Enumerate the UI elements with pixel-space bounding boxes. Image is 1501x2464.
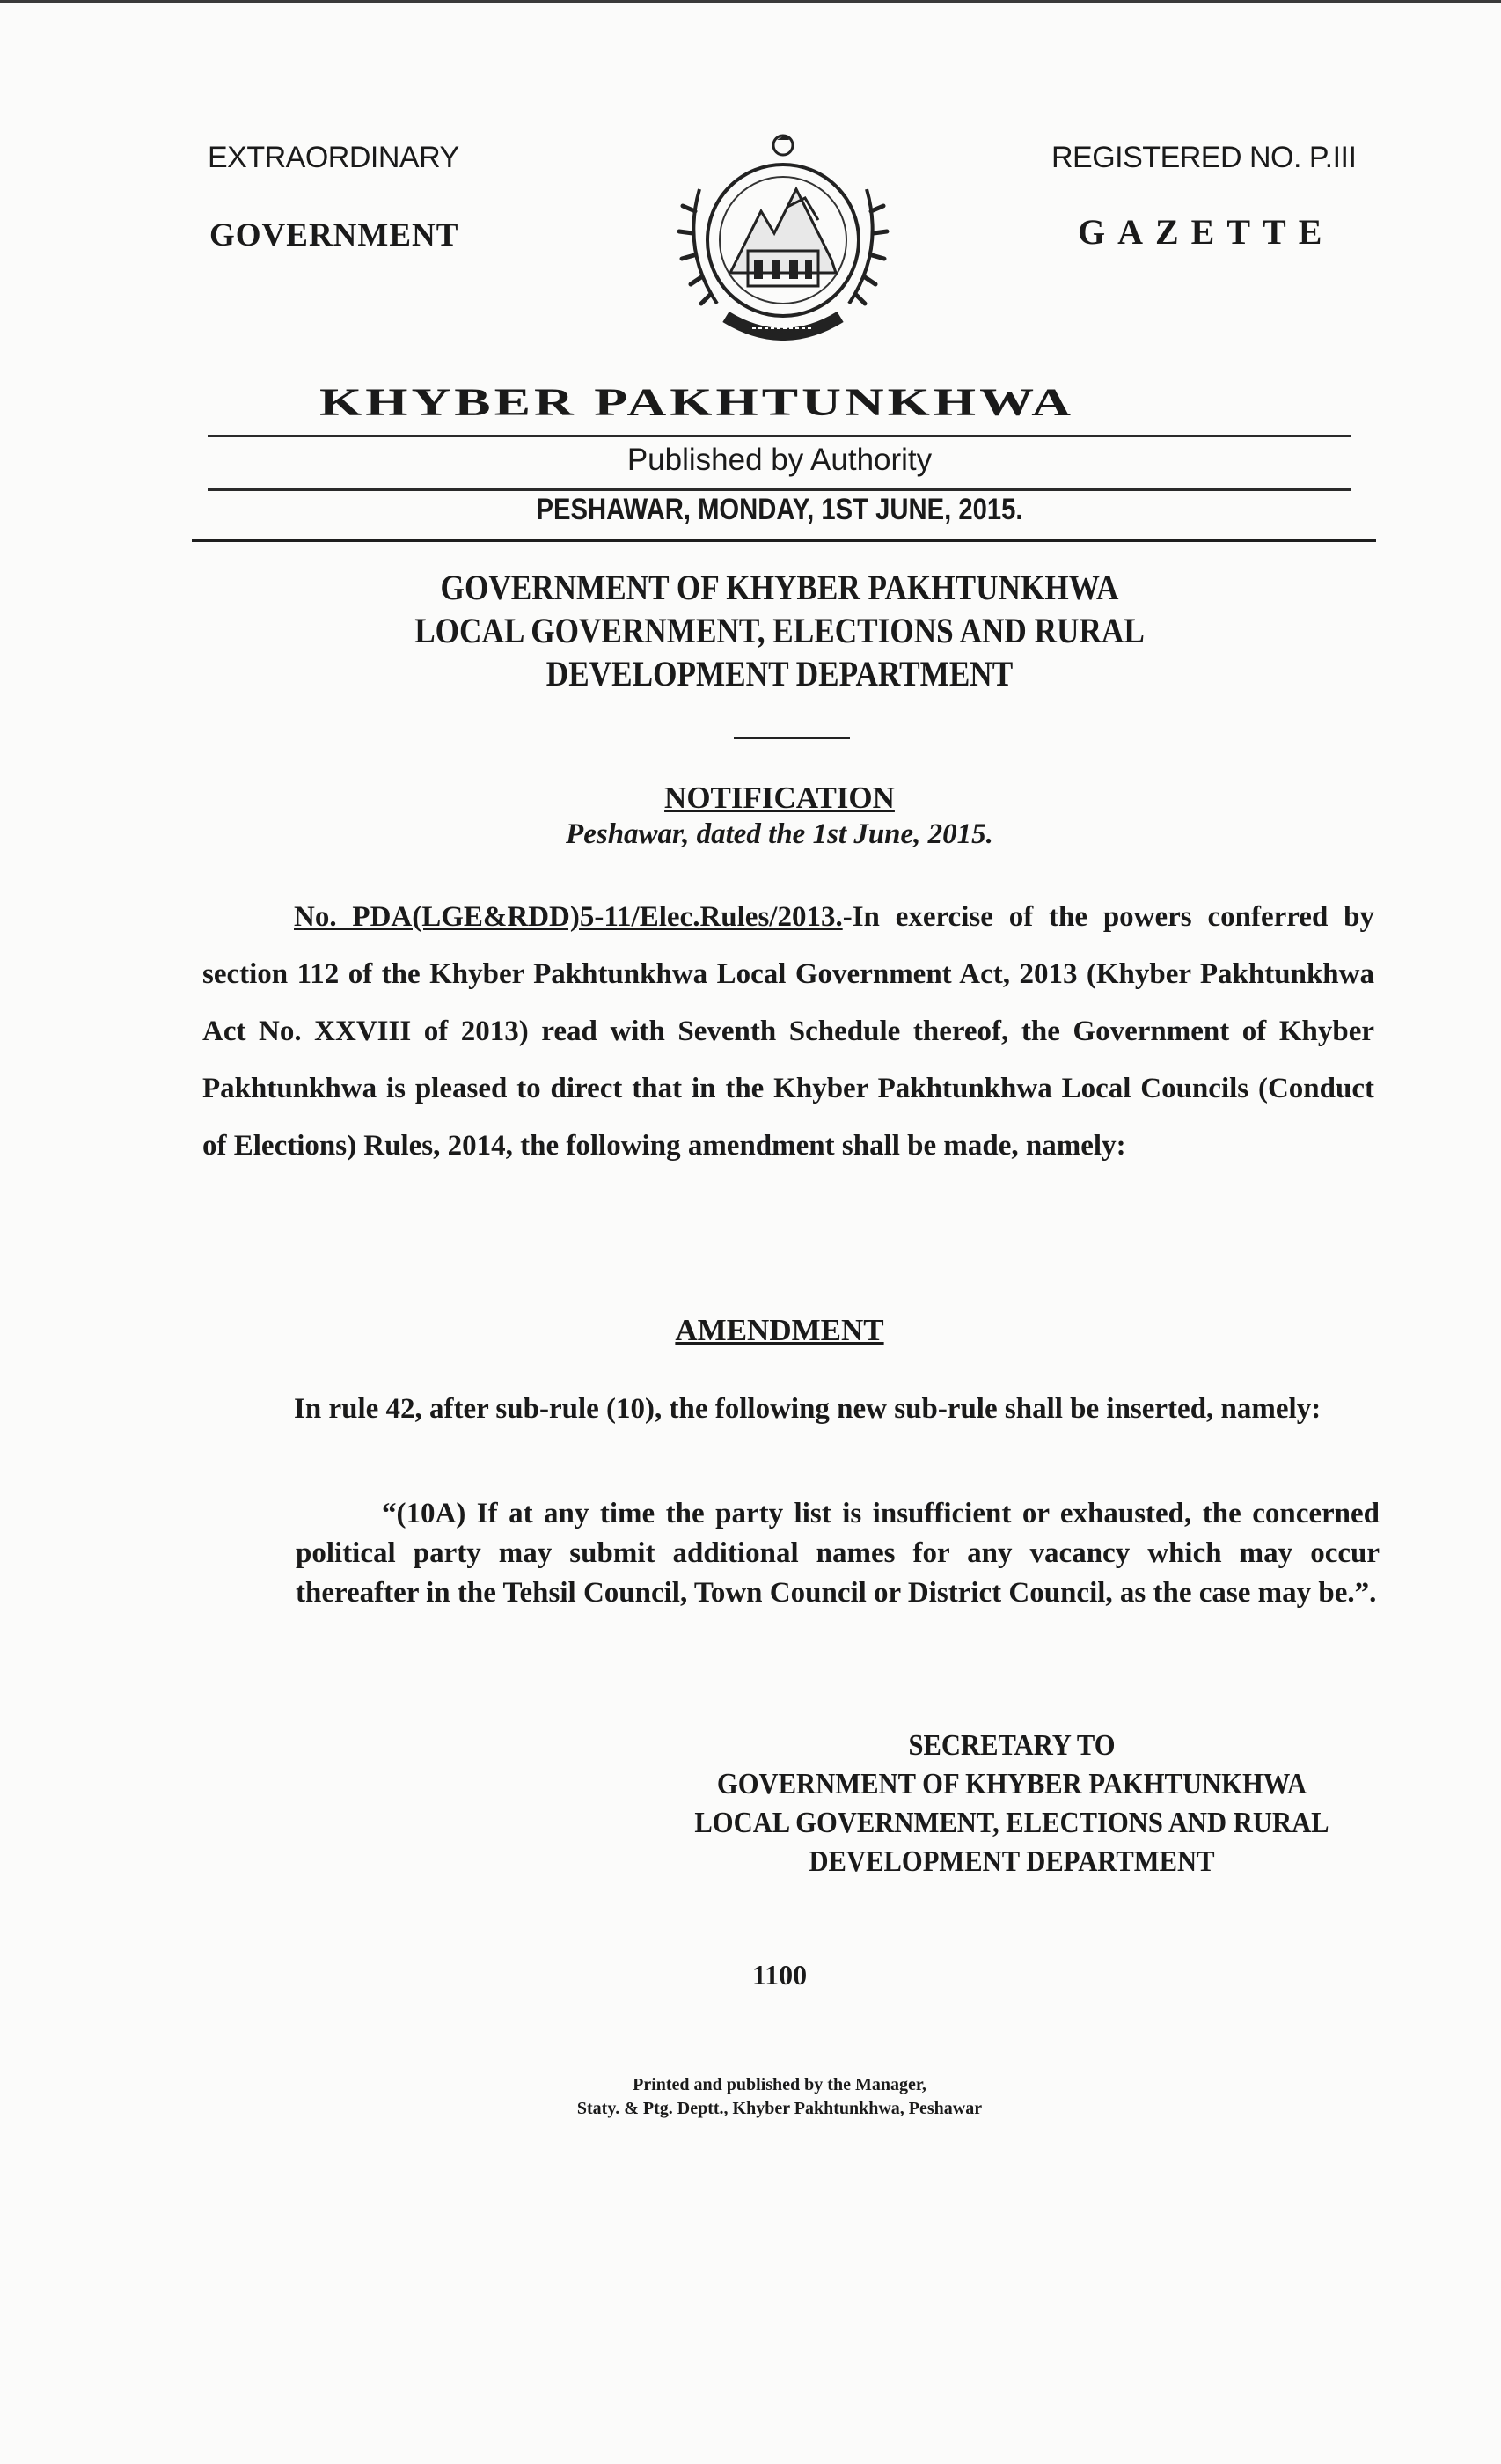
signature-line-2: GOVERNMENT OF KHYBER PAKHTUNKHWA (716, 1768, 1307, 1800)
amendment-intro-text: In rule 42, after sub-rule (10), the following new sub-rule shall be inserted, namely: (294, 1393, 1322, 1425)
notification-body: -In exercise of the powers conferred by section 112 of the Khyber Pakhtunkhwa Local Government Act, 2013 (Khyber Pakhtunkhwa Act No. XXVIII of 2013) read with Seventh Schedule thereof, the Government of Khyber Pakhtunkhwa is pleased to direct that in the Khyber Pakhtunkhwa Local Councils (Conduct of Elections) Rules, 2014, the following amendment shall be made, namely: (202, 901, 1374, 1162)
government-emblem-icon (664, 128, 902, 361)
signature-block (655, 1727, 1368, 1881)
page-number: 1100 (751, 1959, 808, 1991)
amendment-intro (202, 1384, 1378, 1434)
amendment-quoted-rule (296, 1494, 1380, 1613)
department-heading (276, 566, 1283, 695)
masthead-rule (208, 435, 1351, 437)
amendment-title: AMENDMENT (675, 1313, 884, 1347)
masthead-title: KHYBER PAKHTUNKHWA (319, 380, 1074, 424)
notification-date: Peshawar, dated the 1st June, 2015. (566, 818, 993, 850)
department-line-2: LOCAL GOVERNMENT, ELECTIONS AND RURAL (414, 611, 1145, 650)
footer-line-2: Staty. & Ptg. Deptt., Khyber Pakhtunkhwa, Peshawar (576, 2099, 983, 2118)
published-by-authority: Published by Authority (626, 443, 933, 477)
signature-line-3: LOCAL GOVERNMENT, ELECTIONS AND RURAL (694, 1807, 1329, 1839)
registered-number: REGISTERED NO. P.III (1051, 141, 1357, 174)
gazette-label: GAZETTE (1078, 212, 1335, 252)
government-label: GOVERNMENT (209, 217, 459, 253)
department-line-1: GOVERNMENT OF KHYBER PAKHTUNKHWA (440, 568, 1119, 607)
notification-paragraph (202, 889, 1374, 1175)
publication-rule (208, 488, 1351, 491)
signature-line-4: DEVELOPMENT DEPARTMENT (809, 1845, 1215, 1878)
department-line-3: DEVELOPMENT DEPARTMENT (545, 654, 1014, 693)
extraordinary-label: EXTRAORDINARY (208, 141, 459, 174)
footer-line-1: Printed and published by the Manager, (633, 2075, 926, 2094)
printer-footer (208, 2073, 1351, 2121)
top-border (0, 0, 1501, 3)
signature-line-1: SECRETARY TO (908, 1729, 1116, 1762)
section-divider (734, 737, 850, 739)
amendment-quoted-text: “(10A) If at any time the party list is insufficient or exhausted, the concerned political party may submit additional names for any vacancy which may occur thereafter in the Tehsil Council, Town Council or District Council, as the case may be.”. (296, 1498, 1380, 1609)
publication-date: PESHAWAR, MONDAY, 1ST JUNE, 2015. (536, 493, 1023, 526)
notification-reference: No. PDA(LGE&RDD)5-11/Elec.Rules/2013. (294, 901, 843, 933)
header-bottom-rule (192, 539, 1376, 542)
notification-title: NOTIFICATION (664, 781, 895, 815)
